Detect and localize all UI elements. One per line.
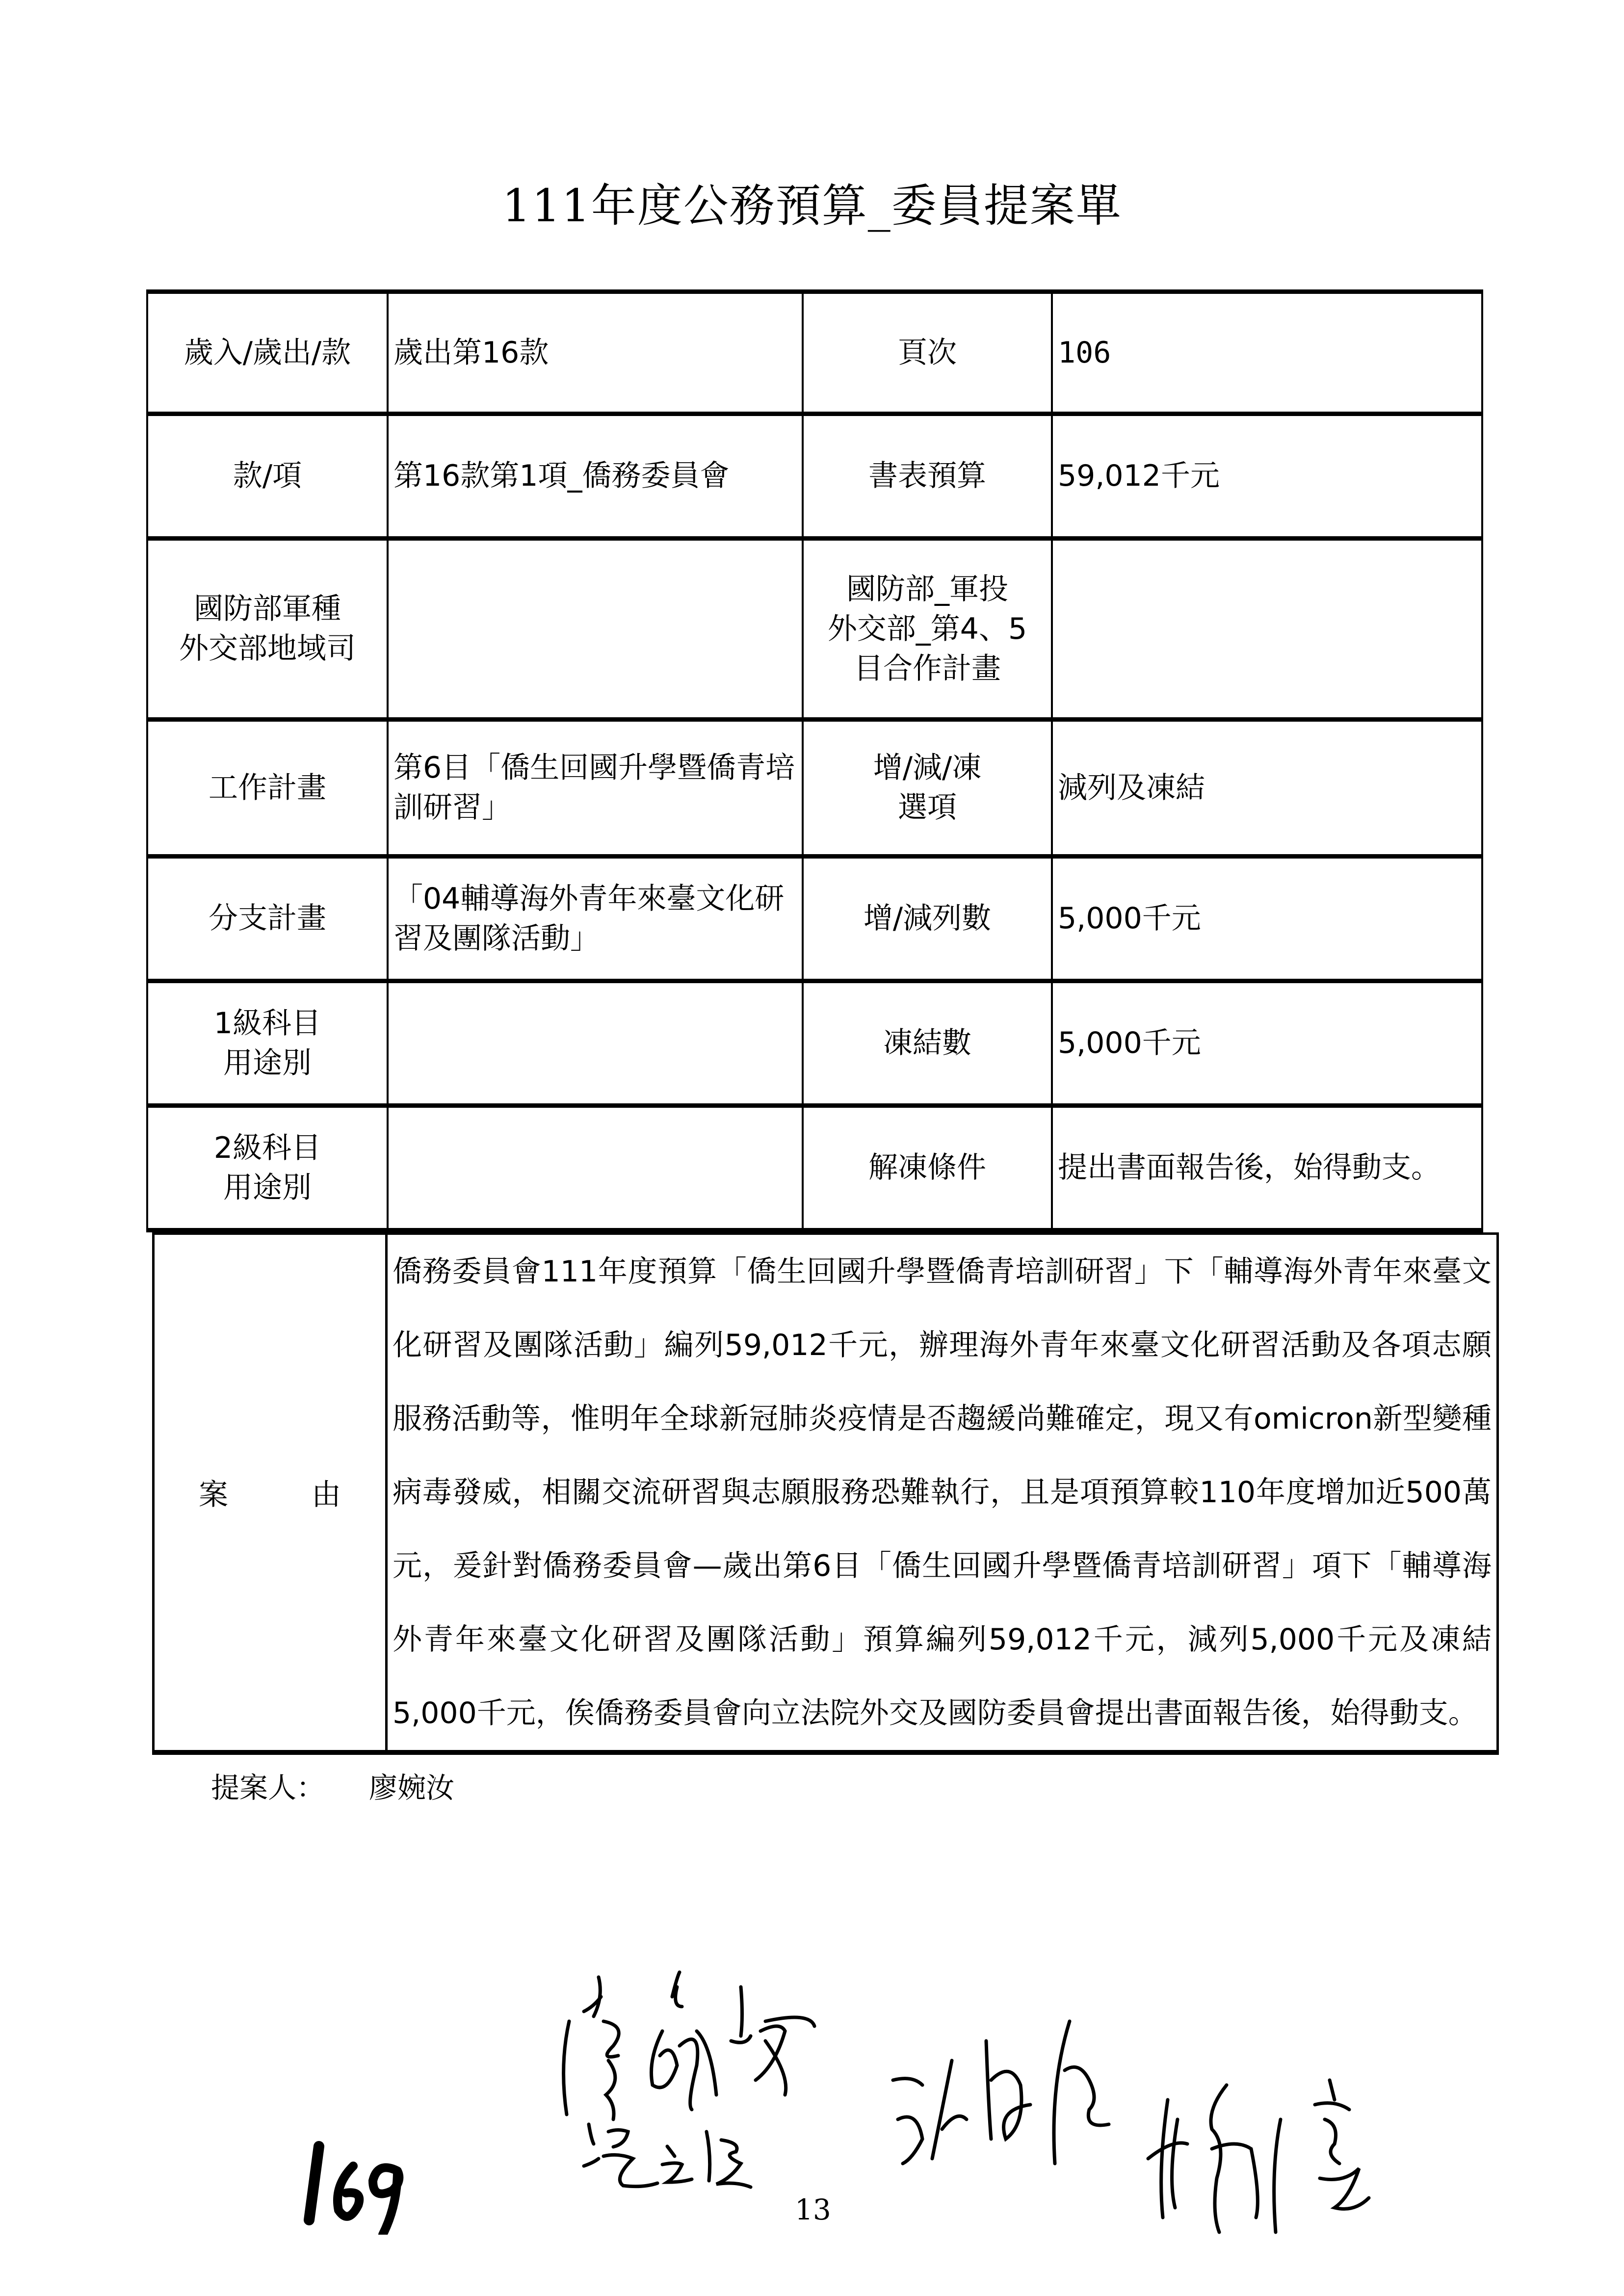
proposer-name: 廖婉汝 bbox=[369, 1771, 455, 1804]
label-cell: 工作計畫 bbox=[147, 720, 388, 857]
label-cell bbox=[147, 981, 388, 1106]
table-row bbox=[147, 539, 1482, 720]
label-cell: 解凍條件 bbox=[803, 1106, 1052, 1230]
value-cell: 第16款第1項_僑務委員會 bbox=[388, 414, 803, 539]
label-cell: 凍結數 bbox=[803, 981, 1052, 1106]
table-row bbox=[147, 1106, 1482, 1230]
value-cell: 59,012千元 bbox=[1052, 414, 1482, 539]
reason-row bbox=[154, 1234, 1498, 1753]
page-number: 13 bbox=[795, 2193, 831, 2226]
table-row bbox=[147, 857, 1482, 981]
label-cell: 書表預算 bbox=[803, 414, 1052, 539]
label-cell bbox=[803, 539, 1052, 720]
value-cell: 歲出第16款 bbox=[388, 292, 803, 414]
value-cell: 第6目「僑生回國升學暨僑青培訓研習」 bbox=[388, 720, 803, 857]
value-cell bbox=[388, 539, 803, 720]
label-line: 用途別 bbox=[223, 1045, 312, 1080]
table-row bbox=[147, 292, 1482, 414]
label-line: 增/減/凍 bbox=[873, 751, 982, 785]
signature-wen bbox=[579, 2119, 785, 2193]
label-cell bbox=[147, 539, 388, 720]
value-cell bbox=[388, 1106, 803, 1230]
proposer-label: 提案人： bbox=[211, 1771, 325, 1804]
table-row bbox=[147, 981, 1482, 1106]
document-title: 111年度公務預算_委員提案單 bbox=[502, 180, 1122, 232]
signature-chen bbox=[1138, 2070, 1506, 2262]
table-row bbox=[147, 414, 1482, 539]
label-line: 選項 bbox=[898, 790, 957, 825]
value-cell: 減列及凍結 bbox=[1052, 720, 1482, 857]
value-cell bbox=[1052, 539, 1482, 720]
label-line: 國防部軍種 bbox=[194, 592, 341, 626]
label-cell: 歲入/歲出/款 bbox=[147, 292, 388, 414]
value-cell: 5,000千元 bbox=[1052, 981, 1482, 1106]
label-line: 外交部地域司 bbox=[179, 631, 356, 666]
value-cell: 提出書面報告後，始得動支。 bbox=[1052, 1106, 1482, 1230]
label-cell: 款/項 bbox=[147, 414, 388, 539]
label-cell: 分支計畫 bbox=[147, 857, 388, 981]
proposer-line bbox=[211, 1770, 1500, 1806]
label-line: 外交部_第4、5 bbox=[827, 611, 1027, 646]
label-line: 國防部_軍投 bbox=[846, 572, 1008, 606]
handwritten-page-number bbox=[299, 2137, 427, 2235]
label-line: 2級科目 bbox=[213, 1130, 321, 1165]
label-cell: 增/減列數 bbox=[803, 857, 1052, 981]
reason-label bbox=[154, 1234, 424, 1753]
value-cell: 「04輔導海外青年來臺文化研習及團隊活動」 bbox=[388, 857, 803, 981]
label-cell bbox=[147, 1106, 388, 1230]
label-cell bbox=[803, 720, 1052, 857]
table-row bbox=[147, 720, 1482, 857]
proposal-sheet bbox=[146, 289, 1500, 1806]
value-cell: 5,000千元 bbox=[1052, 857, 1482, 981]
label-cell: 頁次 bbox=[803, 292, 1052, 414]
reason-text: 僑務委員會111年度預算「僑生回國升學暨僑青培訓研習」下「輔導海外青年來臺文化研習及團隊活動」編列59,012千元，辦理海外青年來臺文化研習活動及各項志願服務活動等，惟明年全球新冠肺炎疫情是否趨緩尚難確定，現又有omicron新型變種病毒發威，相關交流研習與志願服務恐難執行，且是項預算較110年度增加近500萬元，爰針對僑務委員會—歲出第6目「僑生回國升學暨僑青培訓研習」項下「輔導海外青年來臺文化研習及團隊活動」預算編列59,012千元，減列5,000千元及凍結5,000千元，俟僑務委員會向立法院外交及國防委員會提出書面報告後，始得動支。 bbox=[387, 1234, 1498, 1753]
label-line: 1級科目 bbox=[213, 1006, 321, 1041]
label-line: 用途別 bbox=[223, 1170, 312, 1205]
value-cell bbox=[388, 981, 803, 1106]
proposal-form-table bbox=[146, 289, 1483, 1232]
value-cell: 106 bbox=[1052, 292, 1482, 414]
label-line: 目合作計畫 bbox=[854, 651, 1001, 686]
reason-table bbox=[152, 1232, 1499, 1755]
reason-label-text: 案由 bbox=[199, 1478, 424, 1512]
